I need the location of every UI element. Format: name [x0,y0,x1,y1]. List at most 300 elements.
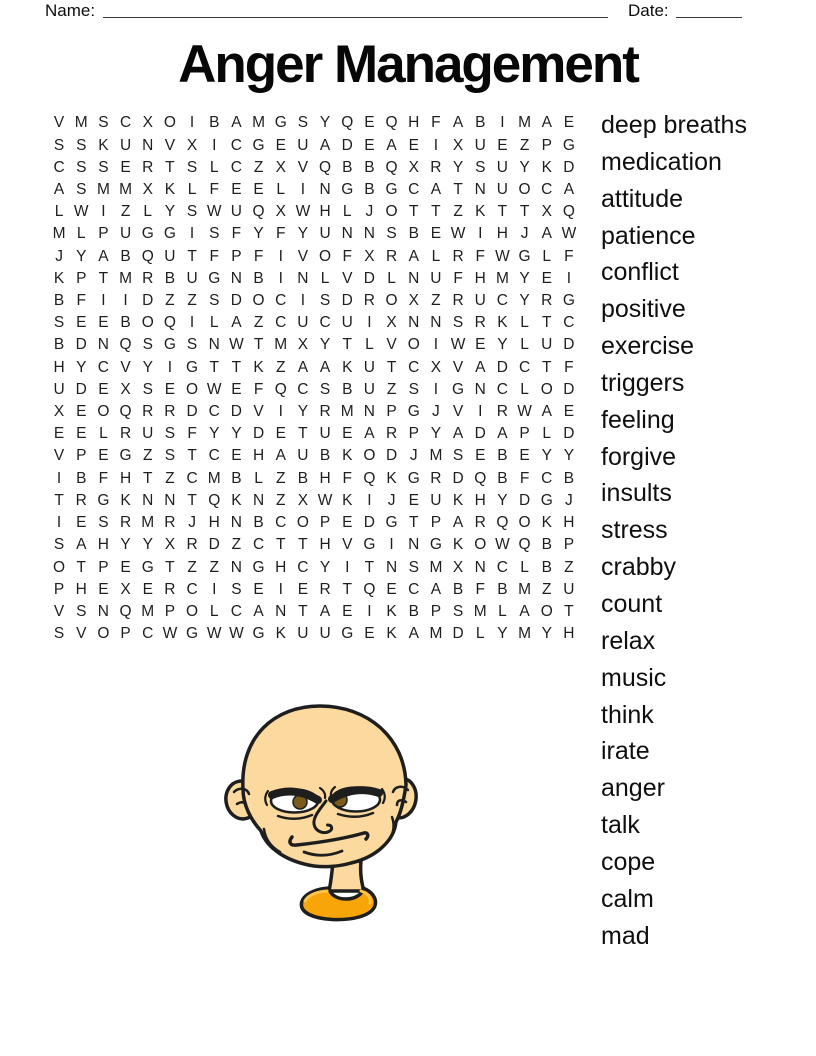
grid-cell: B [563,469,575,487]
grid-cell: L [498,602,507,620]
grid-cell: Z [143,447,153,465]
grid-cell: E [364,114,375,132]
grid-cell: K [53,269,65,287]
grid-cell: U [430,269,442,287]
grid-cell: M [96,180,110,198]
grid-cell: B [231,469,242,487]
date-blank-line [676,0,742,18]
grid-cell: V [297,158,309,176]
grid-cell: X [386,314,397,332]
grid-cell: L [143,203,153,221]
grid-cell: D [341,136,353,154]
grid-cell: R [363,292,375,310]
grid-cell: I [500,114,505,132]
grid-cell: G [97,491,110,509]
grid-cell: I [167,358,173,376]
grid-cell: M [274,336,288,354]
grid-cell: S [98,114,109,132]
grid-cell: T [98,269,109,287]
grid-cell: A [76,536,87,554]
word-list-item: attitude [601,184,684,213]
grid-cell: L [276,180,286,198]
grid-cell: K [386,625,397,643]
grid-cell: V [342,536,353,554]
grid-cell: O [385,203,398,221]
grid-cell: R [119,425,132,443]
grid-cell: P [319,514,331,532]
grid-cell: Q [518,536,531,554]
grid-cell: Q [141,247,154,265]
grid-cell: S [452,447,464,465]
grid-cell: U [319,425,331,443]
grid-cell: V [53,447,65,465]
grid-cell: R [452,292,464,310]
grid-cell: Z [519,136,530,154]
grid-cell: S [53,536,65,554]
grid-cell: D [496,358,508,376]
grid-cell: N [252,491,265,509]
grid-cell: K [386,602,397,620]
grid-cell: S [319,292,331,310]
grid-cell: K [541,158,552,176]
word-list-item: triggers [601,368,685,397]
grid-cell: B [408,225,419,243]
grid-cell: Y [164,203,176,221]
grid-cell: F [342,247,352,265]
grid-cell: J [188,514,196,532]
grid-cell: H [275,558,287,576]
word-list-item: mad [601,921,650,950]
grid-cell: B [319,447,331,465]
grid-cell: A [452,514,464,532]
grid-cell: H [474,269,486,287]
grid-cell: H [119,469,132,487]
grid-cell: L [542,247,552,265]
grid-cell: F [431,114,441,132]
grid-cell: Z [453,203,463,221]
grid-cell: T [165,158,175,176]
grid-cell: Y [76,358,87,376]
grid-cell: T [187,491,197,509]
grid-cell: I [278,269,283,287]
grid-cell: R [119,514,132,532]
word-list-item: relax [601,626,656,655]
grid-cell: A [275,447,286,465]
grid-cell: K [253,358,264,376]
grid-cell: B [452,580,464,598]
name-label: Name: [45,1,96,20]
grid-cell: E [98,580,109,598]
grid-cell: W [73,203,89,221]
grid-cell: N [97,602,109,620]
grid-cell: E [342,514,353,532]
grid-cell: N [474,558,486,576]
grid-cell: S [475,158,486,176]
grid-cell: F [209,180,219,198]
grid-cell: C [408,358,420,376]
date-label: Date: [628,1,669,20]
grid-cell: Y [563,447,575,465]
grid-cell: D [186,403,198,421]
grid-cell: K [342,447,353,465]
grid-cell: S [408,558,419,576]
grid-cell: Y [209,425,220,443]
grid-cell: H [563,514,575,532]
grid-cell: T [298,425,308,443]
grid-cell: L [520,380,529,398]
grid-cell: A [253,602,264,620]
grid-cell: R [452,247,464,265]
grid-cell: E [519,447,530,465]
grid-cell: W [206,380,222,398]
grid-cell: O [53,558,66,576]
grid-cell: Y [541,625,552,643]
grid-cell: J [565,491,573,509]
grid-cell: X [142,180,153,198]
grid-cell: G [141,225,154,243]
grid-cell: A [475,358,486,376]
grid-cell: L [542,425,552,443]
grid-cell: M [518,114,532,132]
grid-cell: S [209,292,220,310]
grid-cell: T [364,558,375,576]
word-list-item: conflict [601,258,679,287]
grid-cell: T [431,203,441,221]
grid-cell: D [563,158,575,176]
grid-cell: J [387,491,396,509]
grid-cell: X [541,203,552,221]
grid-cell: Q [119,602,132,620]
grid-cell: A [430,580,442,598]
grid-cell: Z [542,580,552,598]
grid-cell: M [74,114,88,132]
grid-cell: R [75,491,87,509]
grid-cell: Q [163,314,176,332]
grid-cell: D [341,292,353,310]
grid-cell: E [253,580,264,598]
grid-cell: T [209,358,219,376]
grid-cell: P [98,225,109,243]
grid-cell: O [385,292,398,310]
name-blank-line [103,0,608,18]
word-list-item: irate [601,737,650,766]
grid-cell: E [342,425,353,443]
grid-cell: H [319,469,331,487]
grid-cell: C [142,625,154,643]
grid-cell: L [365,336,374,354]
grid-cell: V [253,403,264,421]
grid-cell: T [298,602,308,620]
grid-cell: D [75,380,87,398]
grid-cell: I [478,403,483,421]
grid-cell: N [385,558,398,576]
grid-cell: S [386,225,397,243]
grid-cell: G [252,558,265,576]
grid-cell: L [209,602,219,620]
grid-cell: Z [386,380,397,398]
grid-cell: P [430,602,442,620]
grid-cell: I [433,380,439,398]
grid-cell: A [364,425,375,443]
grid-cell: D [75,336,87,354]
grid-cell: Q [252,203,265,221]
grid-cell: F [342,469,352,487]
grid-cell: N [363,225,375,243]
grid-cell: X [452,136,464,154]
grid-cell: R [474,514,486,532]
grid-cell: Z [231,536,242,554]
grid-cell: P [164,602,176,620]
grid-cell: I [212,136,217,154]
grid-cell: G [252,625,265,643]
grid-cell: V [53,114,65,132]
grid-cell: T [253,336,264,354]
grid-cell: M [252,114,266,132]
grid-cell: Y [297,225,309,243]
grid-cell: G [208,269,221,287]
grid-cell: R [385,247,398,265]
grid-cell: L [475,625,485,643]
grid-cell: U [186,269,198,287]
grid-cell: A [231,314,242,332]
word-list-item: feeling [601,405,675,434]
grid-cell: B [164,269,176,287]
grid-cell: N [474,380,486,398]
page-title: Anger Management [178,35,638,94]
grid-cell: S [231,580,242,598]
word-list-item: anger [601,774,665,803]
grid-cell: D [563,425,575,443]
grid-cell: E [364,625,375,643]
grid-cell: S [76,602,87,620]
grid-cell: X [364,247,375,265]
grid-cell: U [119,225,132,243]
grid-cell: F [276,225,286,243]
grid-cell: E [120,158,131,176]
grid-cell: E [541,269,552,287]
grid-cell: J [55,247,63,265]
grid-cell: Y [519,269,530,287]
grid-cell: K [452,491,464,509]
word-search-grid [48,112,580,645]
grid-cell: G [562,136,575,154]
grid-cell: E [142,580,153,598]
grid-cell: Z [431,292,441,310]
grid-cell: T [298,536,308,554]
grid-cell: A [53,180,65,198]
grid-cell: A [98,247,109,265]
grid-cell: U [496,180,508,198]
grid-cell: D [208,536,220,554]
grid-cell: W [495,536,510,554]
grid-cell: I [56,514,62,532]
word-list [601,107,747,954]
grid-cell: E [275,136,286,154]
grid-cell: R [430,158,442,176]
grid-cell: N [275,602,287,620]
grid-cell: E [53,425,65,443]
grid-cell: L [54,203,64,221]
grid-cell: Z [276,491,286,509]
grid-cell: S [53,625,65,643]
grid-cell: A [408,625,419,643]
grid-cell: S [76,180,87,198]
grid-cell: A [430,180,442,198]
grid-cell: W [317,491,333,509]
grid-cell: R [319,580,331,598]
grid-cell: T [231,358,242,376]
grid-cell: U [142,425,154,443]
grid-cell: C [119,114,132,132]
grid-cell: N [208,336,220,354]
grid-cell: S [209,225,220,243]
grid-cell: F [231,225,242,243]
word-list-item: think [601,700,654,729]
grid-cell: S [53,314,65,332]
grid-cell: D [363,269,375,287]
grid-cell: R [142,269,154,287]
grid-cell: I [389,536,394,554]
grid-cell: F [187,425,197,443]
grid-cell: C [518,358,531,376]
grid-cell: G [141,558,154,576]
grid-cell: C [252,536,265,554]
word-list-item: positive [601,295,686,324]
grid-cell: Z [209,558,219,576]
grid-cell: G [452,380,465,398]
grid-cell: G [186,625,199,643]
grid-cell: C [97,358,109,376]
grid-cell: E [98,380,109,398]
grid-cell: G [119,447,132,465]
grid-cell: C [230,602,242,620]
grid-cell: M [207,469,221,487]
grid-cell: S [53,136,65,154]
grid-cell: Q [496,514,509,532]
grid-cell: I [212,580,217,598]
grid-cell: B [497,469,508,487]
grid-cell: K [164,180,176,198]
grid-cell: R [164,514,176,532]
grid-cell: E [364,136,375,154]
grid-cell: Z [253,314,264,332]
grid-cell: Y [319,114,331,132]
grid-cell: B [497,447,508,465]
grid-cell: C [297,380,309,398]
grid-cell: A [541,403,552,421]
grid-cell: N [164,491,176,509]
grid-cell: A [408,247,419,265]
grid-cell: U [297,136,309,154]
grid-cell: R [164,403,176,421]
grid-cell: S [186,158,198,176]
grid-cell: F [253,380,264,398]
grid-cell: L [520,336,529,354]
grid-cell: C [275,292,287,310]
grid-cell: T [386,358,397,376]
grid-cell: K [231,491,242,509]
grid-cell: X [120,380,131,398]
grid-cell: R [430,469,442,487]
grid-cell: H [319,536,331,554]
grid-cell: Z [564,558,574,576]
grid-cell: I [101,292,106,310]
grid-cell: S [142,380,153,398]
grid-cell: G [274,114,287,132]
grid-cell: A [519,602,530,620]
grid-cell: N [363,403,375,421]
grid-cell: Y [519,158,530,176]
grid-cell: T [54,491,64,509]
grid-cell: Y [497,625,508,643]
grid-cell: Y [497,491,508,509]
grid-cell: G [385,180,398,198]
grid-cell: K [275,625,286,643]
grid-cell: N [142,136,154,154]
grid-cell: M [429,558,443,576]
grid-cell: G [540,491,553,509]
grid-cell: U [363,358,375,376]
grid-cell: Q [274,380,287,398]
grid-cell: T [187,447,197,465]
grid-cell: C [541,469,553,487]
grid-cell: C [496,292,508,310]
word-list-item: exercise [601,332,695,361]
grid-cell: I [433,336,439,354]
grid-cell: B [364,158,375,176]
grid-cell: C [208,403,220,421]
word-list-item: patience [601,221,696,250]
grid-cell: M [141,514,155,532]
grid-cell: C [319,314,331,332]
grid-cell: S [164,425,176,443]
grid-cell: A [386,136,397,154]
grid-cell: O [252,292,265,310]
grid-cell: F [475,580,485,598]
grid-cell: Q [385,158,398,176]
grid-cell: M [429,447,443,465]
grid-cell: D [142,292,154,310]
grid-cell: G [407,469,420,487]
grid-cell: Q [474,469,487,487]
grid-cell: T [453,180,463,198]
grid-cell: C [275,314,287,332]
grid-cell: S [164,447,176,465]
grid-cell: E [76,514,87,532]
grid-cell: X [408,292,419,310]
grid-cell: Z [187,558,197,576]
grid-cell: Y [142,358,153,376]
grid-cell: M [52,225,66,243]
grid-cell: T [276,536,286,554]
grid-cell: Y [452,158,464,176]
grid-cell: A [319,136,331,154]
grid-cell: T [409,203,419,221]
grid-cell: C [297,558,309,576]
grid-cell: F [209,247,219,265]
grid-cell: W [450,336,466,354]
grid-cell: P [120,625,131,643]
grid-cell: S [98,514,109,532]
grid-cell: B [297,469,309,487]
grid-cell: G [385,514,398,532]
grid-cell: B [342,380,353,398]
grid-cell: G [429,536,442,554]
word-list-item: medication [601,147,722,176]
grid-cell: B [342,158,353,176]
grid-cell: L [520,558,529,576]
grid-cell: N [341,225,353,243]
